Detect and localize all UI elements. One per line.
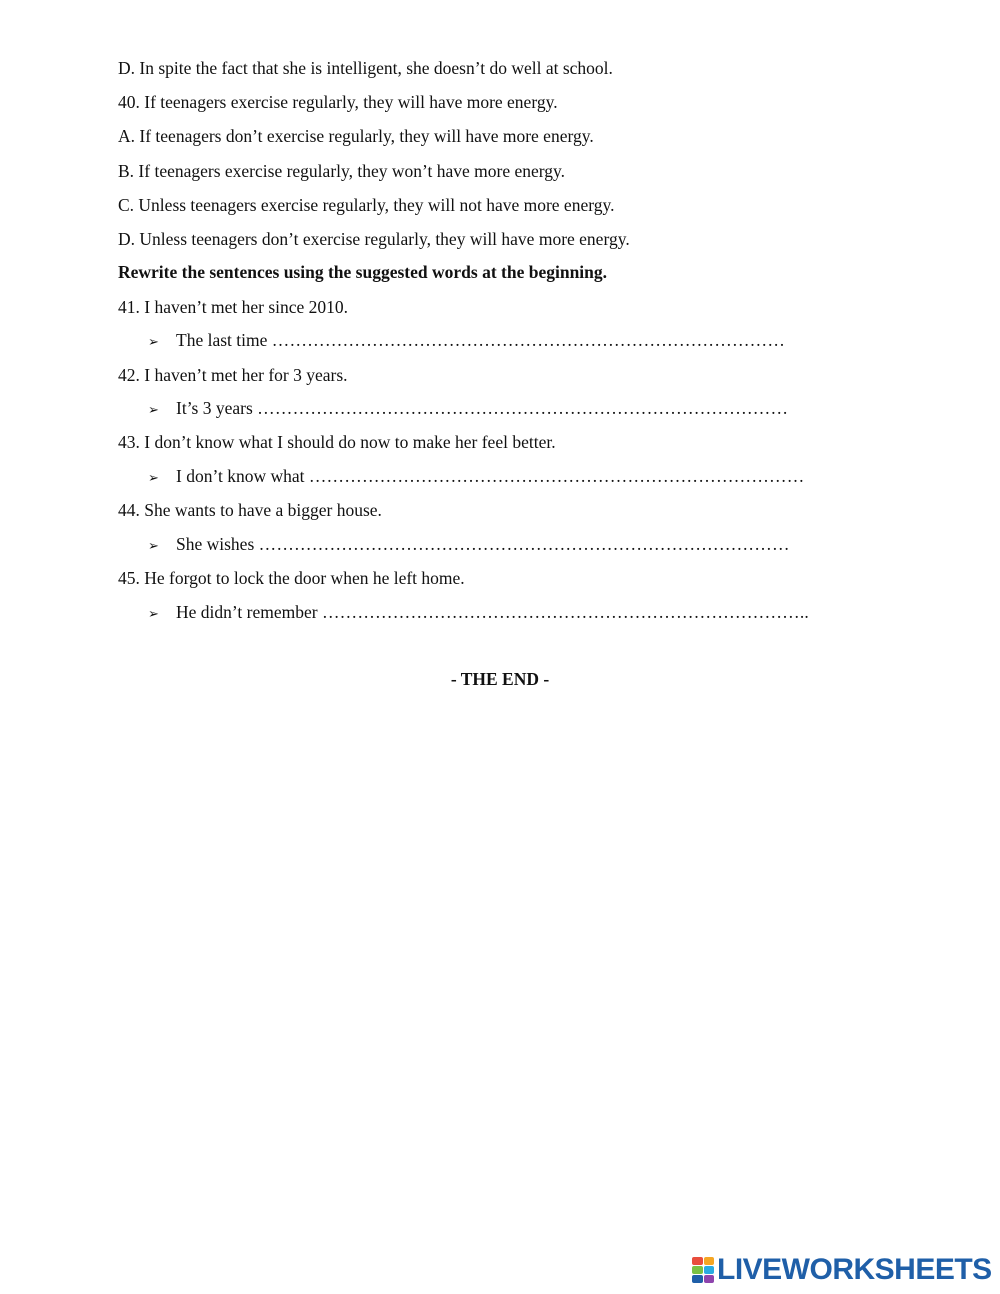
- q41-blank[interactable]: ……………………………………………………………………………: [271, 330, 786, 350]
- arrow-bullet-icon: ➢: [148, 471, 159, 486]
- q43-answer-line[interactable]: [148, 465, 878, 490]
- arrow-bullet-icon: ➢: [148, 539, 159, 554]
- logo-tile: [692, 1266, 703, 1274]
- the-end-label: - THE END -: [450, 669, 550, 689]
- q44-stem: 44. She wants to have a bigger house.: [118, 500, 382, 520]
- q44-blank[interactable]: ………………………………………………………………………………: [258, 534, 790, 554]
- q41-stem: 41. I haven’t met her since 2010.: [118, 297, 349, 317]
- q42-stem: 42. I haven’t met her for 3 years.: [118, 365, 348, 385]
- liveworksheets-logo[interactable]: [692, 1255, 992, 1285]
- logo-tile: [692, 1257, 703, 1265]
- logo-tile: [704, 1257, 715, 1265]
- q43-stem: 43. I don’t know what I should do now to make her feel better.: [118, 432, 556, 452]
- q45-blank[interactable]: ………………………………………………………………………..: [321, 602, 810, 622]
- q42-answer-line[interactable]: [148, 397, 878, 422]
- q40-option-a: A. If teenagers don’t exercise regularly, they will have more energy.: [118, 126, 594, 146]
- q45-prompt: He didn’t remember: [176, 602, 318, 622]
- logo-tile: [692, 1275, 703, 1283]
- arrow-bullet-icon: ➢: [148, 335, 159, 350]
- q42-prompt: It’s 3 years: [176, 398, 253, 418]
- logo-tile: [704, 1275, 715, 1283]
- section-heading: Rewrite the sentences using the suggested words at the beginning.: [118, 262, 608, 282]
- q43-blank[interactable]: …………………………………………………………………………: [308, 466, 805, 486]
- arrow-bullet-icon: ➢: [148, 403, 159, 418]
- liveworksheets-logo-icon: [692, 1257, 714, 1283]
- q39-option-d: D. In spite the fact that she is intelligent, she doesn’t do well at school.: [118, 58, 613, 78]
- arrow-bullet-icon: ➢: [148, 607, 159, 622]
- q43-prompt: I don’t know what: [176, 466, 305, 486]
- q42-blank[interactable]: ………………………………………………………………………………: [257, 398, 789, 418]
- q45-answer-line[interactable]: [148, 601, 878, 626]
- q44-prompt: She wishes: [176, 534, 255, 554]
- q44-answer-line[interactable]: [148, 533, 878, 558]
- q45-stem: 45. He forgot to lock the door when he left home.: [118, 568, 465, 588]
- q41-answer-line[interactable]: [148, 329, 878, 354]
- q40-stem: 40. If teenagers exercise regularly, they will have more energy.: [118, 92, 558, 112]
- q40-option-b: B. If teenagers exercise regularly, they won’t have more energy.: [118, 161, 566, 181]
- q40-option-c: C. Unless teenagers exercise regularly, they will not have more energy.: [118, 195, 615, 215]
- logo-wordmark: LIVEWORKSHEETS: [717, 1253, 992, 1286]
- logo-tile: [704, 1266, 715, 1274]
- q40-option-d: D. Unless teenagers don’t exercise regularly, they will have more energy.: [118, 229, 630, 249]
- q41-prompt: The last time: [176, 330, 268, 350]
